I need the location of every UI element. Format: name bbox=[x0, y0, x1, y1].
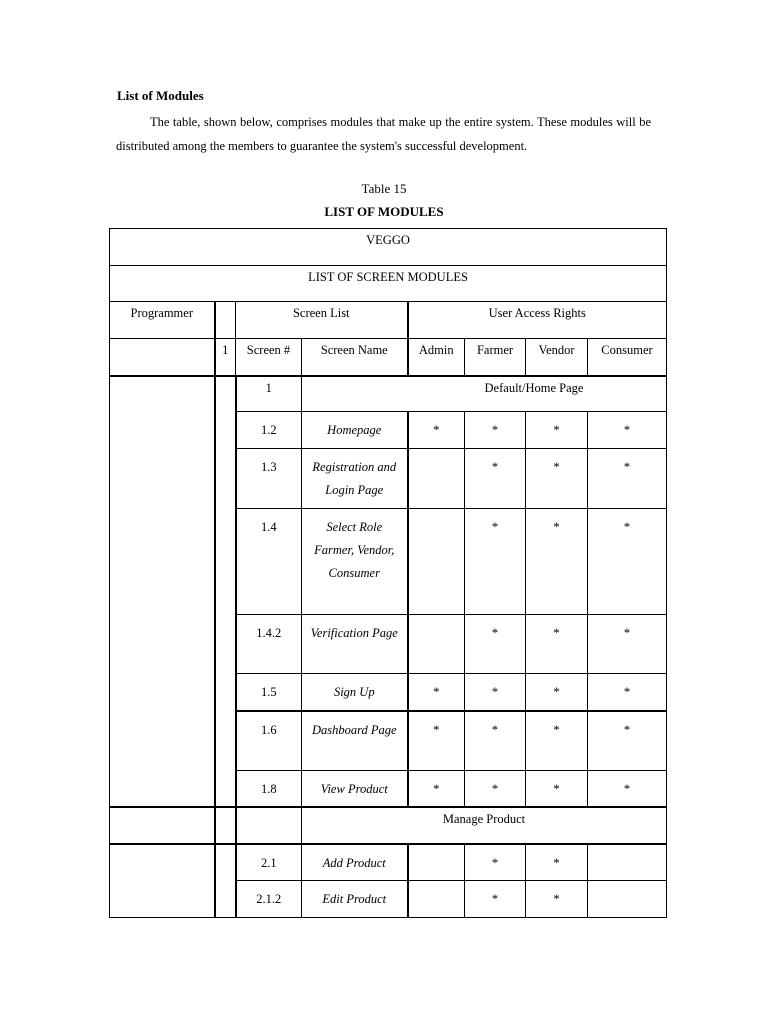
screen-name-text: Registration and Login Page bbox=[312, 460, 397, 497]
access-consumer-text: * bbox=[623, 626, 631, 640]
group2-number bbox=[236, 807, 302, 844]
screen-no-text: 2.1 bbox=[260, 855, 277, 870]
screen-name-text: Add Product bbox=[322, 855, 386, 870]
group2-header-row bbox=[110, 807, 667, 844]
access-admin-text: * bbox=[433, 782, 440, 796]
access-admin-text bbox=[409, 845, 465, 852]
screen-name bbox=[302, 449, 408, 509]
screen-no bbox=[236, 615, 302, 674]
screen-name-header: Screen Name bbox=[302, 339, 408, 376]
group1-number: 1 bbox=[236, 376, 302, 412]
access-admin bbox=[408, 412, 465, 449]
access-farmer bbox=[465, 771, 526, 807]
access-vendor-text: * bbox=[553, 855, 560, 870]
access-vendor-text: * bbox=[553, 520, 560, 534]
admin-header: Admin bbox=[408, 339, 465, 376]
access-vendor-text: * bbox=[553, 423, 560, 437]
section-heading: List of Modules bbox=[117, 88, 204, 103]
programmer-cell-group1 bbox=[110, 376, 215, 807]
access-farmer bbox=[465, 509, 526, 615]
access-farmer-text: * bbox=[491, 423, 499, 437]
access-farmer bbox=[465, 412, 526, 449]
access-farmer bbox=[465, 449, 526, 509]
access-admin bbox=[408, 674, 465, 711]
screen-no bbox=[236, 449, 302, 509]
access-admin bbox=[408, 771, 465, 807]
index-cell-group2 bbox=[215, 844, 236, 918]
group2-title: Manage Product bbox=[302, 807, 667, 844]
access-vendor-text: * bbox=[553, 892, 560, 906]
access-consumer-text bbox=[588, 881, 666, 888]
index-header: 1 bbox=[215, 339, 236, 376]
blank-header-cell bbox=[215, 302, 236, 339]
vendor-header: Vendor bbox=[526, 339, 588, 376]
screen-name bbox=[302, 412, 408, 449]
screen-no-text: 1.8 bbox=[260, 782, 277, 796]
screen-name bbox=[302, 615, 408, 674]
access-vendor bbox=[526, 615, 588, 674]
access-vendor bbox=[526, 449, 588, 509]
access-admin-text bbox=[409, 509, 465, 516]
screen-no bbox=[236, 509, 302, 615]
screen-name-text: View Product bbox=[320, 782, 388, 796]
screen-list-header: Screen List bbox=[236, 302, 408, 339]
access-farmer-text: * bbox=[491, 685, 499, 699]
access-vendor bbox=[526, 509, 588, 615]
access-farmer bbox=[465, 711, 526, 771]
programmer-header: Programmer bbox=[110, 302, 215, 339]
screen-no bbox=[236, 674, 302, 711]
modules-table bbox=[109, 228, 667, 918]
access-consumer-text: * bbox=[623, 460, 631, 474]
access-consumer bbox=[588, 844, 667, 881]
access-farmer bbox=[465, 844, 526, 881]
table-subtitle-cell: LIST OF SCREEN MODULES bbox=[110, 266, 667, 302]
screen-no-text: 2.1.2 bbox=[256, 892, 282, 906]
access-consumer bbox=[588, 711, 667, 771]
access-consumer-text: * bbox=[623, 423, 631, 437]
access-consumer-text: * bbox=[623, 685, 631, 699]
table-number: Table 15 bbox=[361, 181, 407, 196]
screen-no-text: 1.6 bbox=[260, 722, 277, 737]
access-farmer bbox=[465, 674, 526, 711]
access-farmer-text: * bbox=[491, 520, 499, 534]
screen-no-text: 1.4 bbox=[260, 520, 277, 534]
access-admin bbox=[408, 844, 465, 881]
access-admin-text: * bbox=[433, 685, 440, 699]
user-access-rights-header: User Access Rights bbox=[408, 302, 667, 339]
access-consumer bbox=[588, 615, 667, 674]
access-admin bbox=[408, 449, 465, 509]
access-vendor-text: * bbox=[553, 782, 560, 796]
screen-name bbox=[302, 881, 408, 918]
access-consumer-text bbox=[588, 845, 666, 852]
access-farmer-text: * bbox=[491, 855, 499, 870]
access-farmer bbox=[465, 615, 526, 674]
access-farmer-text: * bbox=[491, 892, 499, 906]
access-vendor bbox=[526, 844, 588, 881]
access-admin-text: * bbox=[433, 423, 440, 437]
access-vendor bbox=[526, 711, 588, 771]
consumer-header: Consumer bbox=[588, 339, 667, 376]
screen-no bbox=[236, 881, 302, 918]
access-admin bbox=[408, 711, 465, 771]
access-consumer bbox=[588, 412, 667, 449]
access-vendor-text: * bbox=[553, 722, 560, 737]
screen-no-text: 1.3 bbox=[260, 460, 277, 474]
screen-name-text: Homepage bbox=[327, 423, 382, 437]
farmer-header: Farmer bbox=[465, 339, 526, 376]
access-vendor-text: * bbox=[553, 626, 560, 640]
access-consumer-text: * bbox=[623, 722, 631, 737]
screen-no bbox=[236, 844, 302, 881]
intro-paragraph bbox=[116, 111, 651, 158]
screen-name bbox=[302, 674, 408, 711]
access-admin-text: * bbox=[433, 722, 440, 737]
screen-name-text: Select Role Farmer, Vendor, Consumer bbox=[314, 520, 395, 580]
screen-name bbox=[302, 844, 408, 881]
screen-name bbox=[302, 509, 408, 615]
access-vendor bbox=[526, 881, 588, 918]
access-vendor-text: * bbox=[553, 685, 560, 699]
table-title: LIST OF MODULES bbox=[324, 204, 444, 219]
access-farmer-text: * bbox=[491, 460, 499, 474]
programmer-cell-group2-header bbox=[110, 807, 215, 844]
access-vendor bbox=[526, 771, 588, 807]
screen-no bbox=[236, 711, 302, 771]
screen-name-text: Sign Up bbox=[333, 685, 375, 699]
access-admin-text bbox=[409, 449, 465, 456]
access-consumer bbox=[588, 881, 667, 918]
access-consumer bbox=[588, 674, 667, 711]
screen-no-text: 1.2 bbox=[260, 423, 277, 437]
access-consumer bbox=[588, 771, 667, 807]
screen-name bbox=[302, 711, 408, 771]
screen-no-text: 1.5 bbox=[260, 685, 277, 699]
programmer-cell-group2 bbox=[110, 844, 215, 918]
group1-title: Default/Home Page bbox=[302, 376, 667, 412]
access-consumer bbox=[588, 509, 667, 615]
access-vendor bbox=[526, 412, 588, 449]
access-admin bbox=[408, 509, 465, 615]
access-consumer bbox=[588, 449, 667, 509]
screen-no bbox=[236, 771, 302, 807]
intro-paragraph-text: The table, shown below, comprises modules that make up the entire system. These modules will be distributed among the members to guarantee the system's successful development. bbox=[116, 115, 651, 153]
screen-no-text: 1.4.2 bbox=[256, 626, 282, 640]
access-admin bbox=[408, 881, 465, 918]
screen-no-header: Screen # bbox=[236, 339, 302, 376]
access-consumer-text: * bbox=[623, 782, 631, 796]
screen-name-text: Verification Page bbox=[310, 626, 398, 640]
index-cell-group2-header bbox=[215, 807, 236, 844]
access-farmer-text: * bbox=[491, 782, 499, 796]
access-vendor bbox=[526, 674, 588, 711]
table-row bbox=[110, 844, 667, 881]
access-farmer bbox=[465, 881, 526, 918]
screen-name-text: Dashboard Page bbox=[311, 722, 397, 737]
index-cell-group1 bbox=[215, 376, 236, 807]
access-vendor-text: * bbox=[553, 460, 560, 474]
access-admin-text bbox=[409, 615, 465, 622]
screen-no bbox=[236, 412, 302, 449]
access-farmer-text: * bbox=[491, 626, 499, 640]
screen-name-text: Edit Product bbox=[322, 892, 387, 906]
access-farmer-text: * bbox=[491, 722, 499, 737]
access-admin bbox=[408, 615, 465, 674]
access-admin-text bbox=[409, 881, 465, 888]
programmer-blank-cell bbox=[110, 339, 215, 376]
access-consumer-text: * bbox=[623, 520, 631, 534]
system-name-cell: VEGGO bbox=[110, 229, 667, 266]
screen-name bbox=[302, 771, 408, 807]
